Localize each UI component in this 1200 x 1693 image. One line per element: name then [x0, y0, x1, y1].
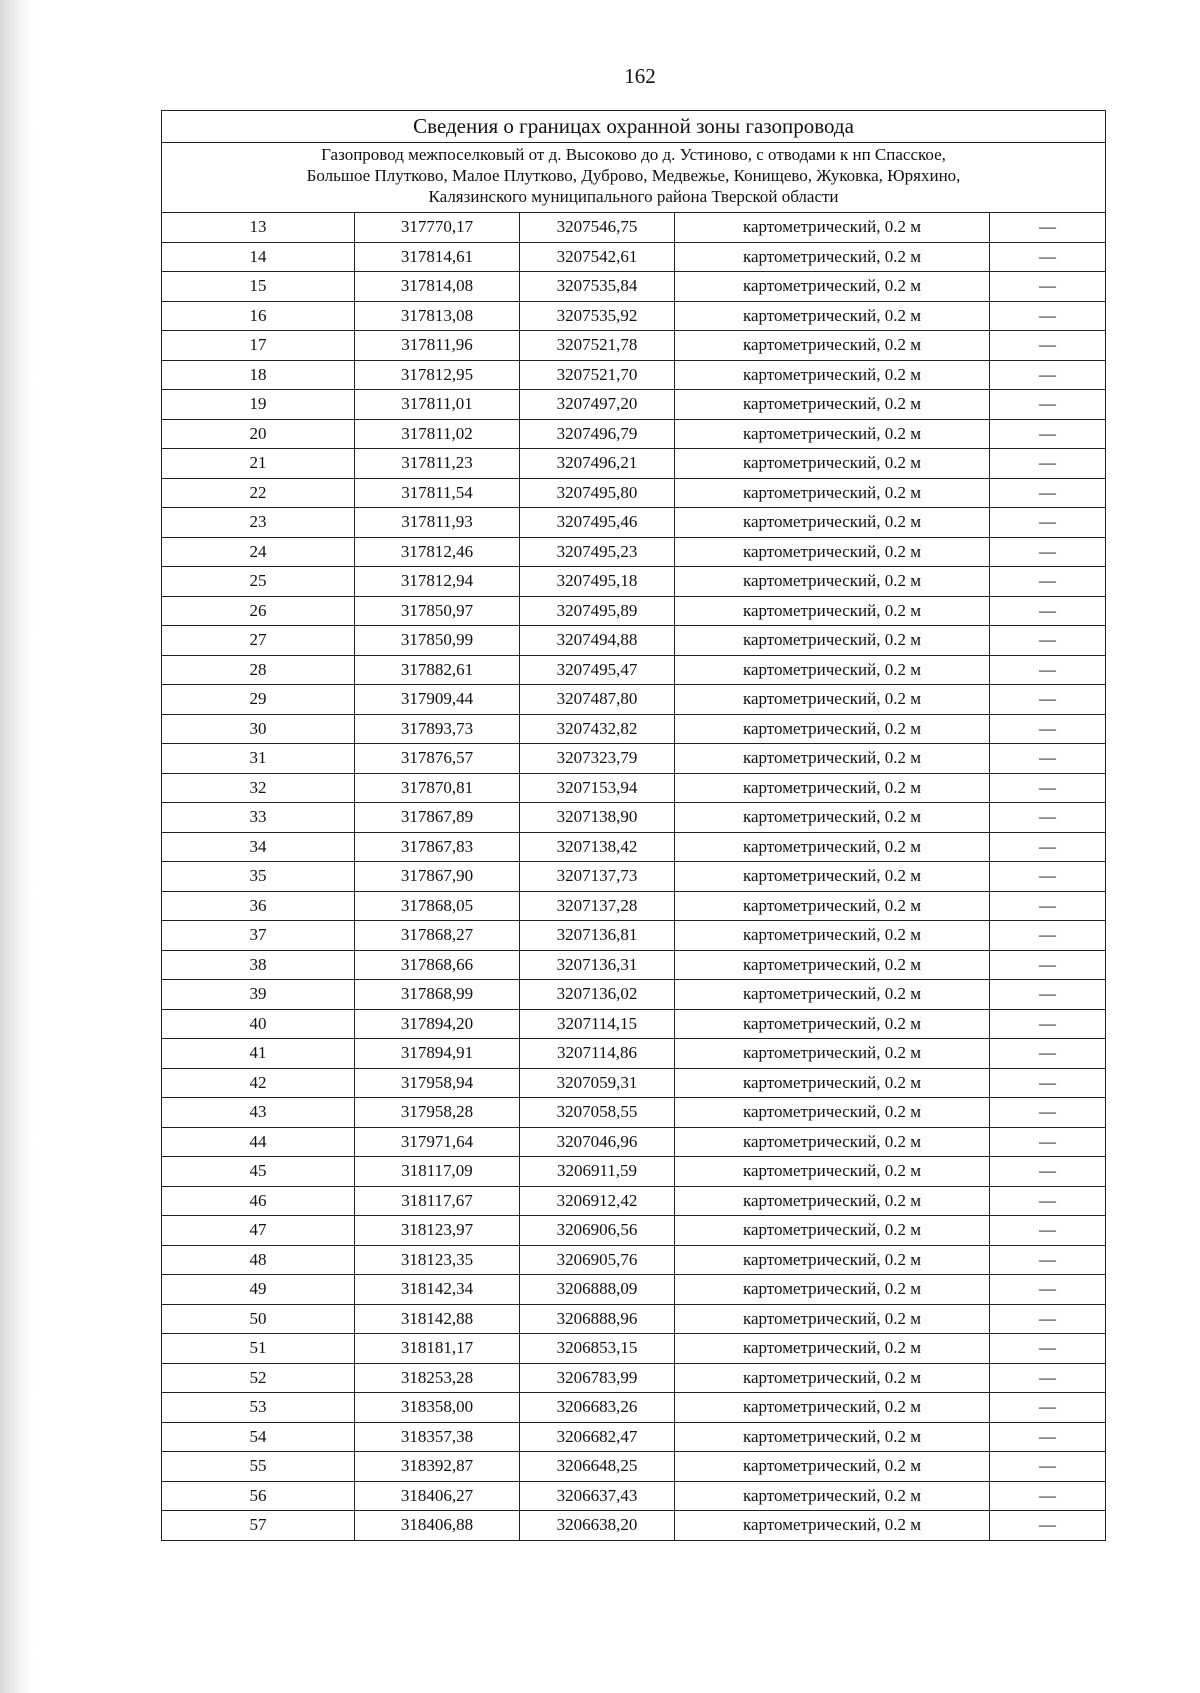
note-cell: — — [990, 242, 1106, 272]
method-accuracy: картометрический, 0.2 м — [675, 1334, 990, 1364]
coordinate-x: 317811,93 — [355, 508, 520, 538]
table-row — [162, 508, 1106, 538]
coordinate-x: 317813,08 — [355, 301, 520, 331]
method-accuracy: картометрический, 0.2 м — [675, 1009, 990, 1039]
coordinate-x: 317882,61 — [355, 655, 520, 685]
note-cell: — — [990, 213, 1106, 243]
method-accuracy: картометрический, 0.2 м — [675, 331, 990, 361]
point-number: 19 — [162, 390, 355, 420]
coordinate-x: 317868,05 — [355, 891, 520, 921]
method-accuracy: картометрический, 0.2 м — [675, 803, 990, 833]
table-row — [162, 478, 1106, 508]
table-row — [162, 1186, 1106, 1216]
point-number: 46 — [162, 1186, 355, 1216]
coordinate-y: 3207046,96 — [520, 1127, 675, 1157]
point-number: 27 — [162, 626, 355, 656]
note-cell: — — [990, 1009, 1106, 1039]
table-row — [162, 1334, 1106, 1364]
note-cell: — — [990, 596, 1106, 626]
table-row — [162, 1009, 1106, 1039]
coordinate-x: 317867,83 — [355, 832, 520, 862]
coordinate-y: 3206638,20 — [520, 1511, 675, 1541]
coordinate-x: 317894,20 — [355, 1009, 520, 1039]
note-cell: — — [990, 331, 1106, 361]
method-accuracy: картометрический, 0.2 м — [675, 537, 990, 567]
method-accuracy: картометрический, 0.2 м — [675, 478, 990, 508]
method-accuracy: картометрический, 0.2 м — [675, 596, 990, 626]
table-row — [162, 272, 1106, 302]
method-accuracy: картометрический, 0.2 м — [675, 1098, 990, 1128]
coordinate-y: 3206888,09 — [520, 1275, 675, 1305]
note-cell: — — [990, 921, 1106, 951]
method-accuracy: картометрический, 0.2 м — [675, 508, 990, 538]
method-accuracy: картометрический, 0.2 м — [675, 1157, 990, 1187]
coordinate-y: 3206911,59 — [520, 1157, 675, 1187]
coordinate-y: 3207495,47 — [520, 655, 675, 685]
table-body — [162, 213, 1106, 1541]
table-row — [162, 390, 1106, 420]
method-accuracy: картометрический, 0.2 м — [675, 1304, 990, 1334]
method-accuracy: картометрический, 0.2 м — [675, 213, 990, 243]
coordinate-x: 317893,73 — [355, 714, 520, 744]
method-accuracy: картометрический, 0.2 м — [675, 626, 990, 656]
point-number: 17 — [162, 331, 355, 361]
coordinate-x: 318392,87 — [355, 1452, 520, 1482]
coordinate-x: 317868,66 — [355, 950, 520, 980]
point-number: 50 — [162, 1304, 355, 1334]
coordinate-y: 3207495,23 — [520, 537, 675, 567]
point-number: 52 — [162, 1363, 355, 1393]
note-cell: — — [990, 360, 1106, 390]
method-accuracy: картометрический, 0.2 м — [675, 832, 990, 862]
method-accuracy: картометрический, 0.2 м — [675, 301, 990, 331]
point-number: 29 — [162, 685, 355, 715]
method-accuracy: картометрический, 0.2 м — [675, 360, 990, 390]
table-row — [162, 891, 1106, 921]
table-row — [162, 1157, 1106, 1187]
point-number: 51 — [162, 1334, 355, 1364]
note-cell: — — [990, 301, 1106, 331]
point-number: 57 — [162, 1511, 355, 1541]
table-row — [162, 921, 1106, 951]
table-row — [162, 714, 1106, 744]
coordinate-y: 3207137,73 — [520, 862, 675, 892]
coordinate-y: 3207542,61 — [520, 242, 675, 272]
note-cell: — — [990, 1275, 1106, 1305]
point-number: 42 — [162, 1068, 355, 1098]
note-cell: — — [990, 537, 1106, 567]
coordinate-y: 3206853,15 — [520, 1334, 675, 1364]
method-accuracy: картометрический, 0.2 м — [675, 1216, 990, 1246]
note-cell: — — [990, 1098, 1106, 1128]
page-number: 162 — [624, 64, 656, 88]
coordinate-x: 317868,27 — [355, 921, 520, 951]
coordinate-x: 318406,27 — [355, 1481, 520, 1511]
table-row — [162, 744, 1106, 774]
table-row — [162, 980, 1106, 1010]
method-accuracy: картометрический, 0.2 м — [675, 449, 990, 479]
note-cell: — — [990, 832, 1106, 862]
coordinate-x: 317814,61 — [355, 242, 520, 272]
subtitle-line: Калязинского муниципального района Тверской области — [428, 187, 839, 206]
table-row — [162, 773, 1106, 803]
method-accuracy: картометрический, 0.2 м — [675, 1186, 990, 1216]
note-cell: — — [990, 1393, 1106, 1423]
coordinate-x: 318253,28 — [355, 1363, 520, 1393]
table-row — [162, 1422, 1106, 1452]
point-number: 14 — [162, 242, 355, 272]
note-cell: — — [990, 1127, 1106, 1157]
coordinate-y: 3207136,31 — [520, 950, 675, 980]
coordinate-x: 317870,81 — [355, 773, 520, 803]
note-cell: — — [990, 1245, 1106, 1275]
coordinate-x: 317850,97 — [355, 596, 520, 626]
table-row — [162, 1452, 1106, 1482]
method-accuracy: картометрический, 0.2 м — [675, 567, 990, 597]
table-row — [162, 950, 1106, 980]
note-cell: — — [990, 626, 1106, 656]
coordinate-x: 317868,99 — [355, 980, 520, 1010]
coordinate-y: 3207497,20 — [520, 390, 675, 420]
point-number: 44 — [162, 1127, 355, 1157]
coordinate-y: 3207495,89 — [520, 596, 675, 626]
note-cell: — — [990, 1422, 1106, 1452]
coordinate-x: 318117,67 — [355, 1186, 520, 1216]
table-row — [162, 1275, 1106, 1305]
coordinate-y: 3206648,25 — [520, 1452, 675, 1482]
point-number: 34 — [162, 832, 355, 862]
coordinate-x: 317770,17 — [355, 213, 520, 243]
coordinate-y: 3206906,56 — [520, 1216, 675, 1246]
method-accuracy: картометрический, 0.2 м — [675, 921, 990, 951]
coordinate-y: 3207494,88 — [520, 626, 675, 656]
note-cell: — — [990, 685, 1106, 715]
coordinate-x: 318357,38 — [355, 1422, 520, 1452]
table-row — [162, 596, 1106, 626]
coordinate-x: 317811,02 — [355, 419, 520, 449]
point-number: 33 — [162, 803, 355, 833]
point-number: 25 — [162, 567, 355, 597]
coordinate-x: 317812,46 — [355, 537, 520, 567]
table-row — [162, 301, 1106, 331]
coordinate-y: 3207136,81 — [520, 921, 675, 951]
note-cell: — — [990, 478, 1106, 508]
table-row — [162, 1039, 1106, 1069]
point-number: 37 — [162, 921, 355, 951]
note-cell: — — [990, 390, 1106, 420]
scan-shadow — [0, 0, 34, 1693]
method-accuracy: картометрический, 0.2 м — [675, 1422, 990, 1452]
coordinate-x: 317814,08 — [355, 272, 520, 302]
table-row — [162, 242, 1106, 272]
table-row — [162, 537, 1106, 567]
coordinate-x: 317812,94 — [355, 567, 520, 597]
point-number: 28 — [162, 655, 355, 685]
point-number: 20 — [162, 419, 355, 449]
coordinate-y: 3207059,31 — [520, 1068, 675, 1098]
note-cell: — — [990, 1511, 1106, 1541]
point-number: 21 — [162, 449, 355, 479]
method-accuracy: картометрический, 0.2 м — [675, 1363, 990, 1393]
point-number: 40 — [162, 1009, 355, 1039]
table-row — [162, 360, 1106, 390]
point-number: 24 — [162, 537, 355, 567]
point-number: 55 — [162, 1452, 355, 1482]
table-row — [162, 1363, 1106, 1393]
coordinate-x: 318142,88 — [355, 1304, 520, 1334]
method-accuracy: картометрический, 0.2 м — [675, 1275, 990, 1305]
method-accuracy: картометрический, 0.2 м — [675, 1393, 990, 1423]
coordinate-y: 3207535,84 — [520, 272, 675, 302]
note-cell: — — [990, 655, 1106, 685]
point-number: 16 — [162, 301, 355, 331]
table-subtitle — [162, 143, 1106, 213]
table-row — [162, 331, 1106, 361]
method-accuracy: картометрический, 0.2 м — [675, 773, 990, 803]
point-number: 26 — [162, 596, 355, 626]
method-accuracy: картометрический, 0.2 м — [675, 1245, 990, 1275]
coordinate-x: 318358,00 — [355, 1393, 520, 1423]
coordinate-y: 3207153,94 — [520, 773, 675, 803]
table-row — [162, 1098, 1106, 1128]
point-number: 15 — [162, 272, 355, 302]
coordinate-y: 3207138,90 — [520, 803, 675, 833]
note-cell: — — [990, 950, 1106, 980]
coordinate-y: 3207138,42 — [520, 832, 675, 862]
coordinate-y: 3206637,43 — [520, 1481, 675, 1511]
note-cell: — — [990, 891, 1106, 921]
note-cell: — — [990, 1304, 1106, 1334]
note-cell: — — [990, 1452, 1106, 1482]
point-number: 48 — [162, 1245, 355, 1275]
table-row — [162, 626, 1106, 656]
coordinate-y: 3207495,80 — [520, 478, 675, 508]
coordinate-y: 3207496,21 — [520, 449, 675, 479]
table-row — [162, 213, 1106, 243]
table-title: Сведения о границах охранной зоны газопровода — [162, 111, 1106, 143]
method-accuracy: картометрический, 0.2 м — [675, 862, 990, 892]
coordinate-y: 3206912,42 — [520, 1186, 675, 1216]
note-cell: — — [990, 272, 1106, 302]
coordinate-x: 317811,96 — [355, 331, 520, 361]
subtitle-line: Большое Плутково, Малое Плутково, Дуброво, Медвежье, Конищево, Жуковка, Юряхино, — [306, 166, 961, 185]
point-number: 13 — [162, 213, 355, 243]
table-row — [162, 419, 1106, 449]
coordinate-y: 3207546,75 — [520, 213, 675, 243]
method-accuracy: картометрический, 0.2 м — [675, 685, 990, 715]
note-cell: — — [990, 1157, 1106, 1187]
coordinate-x: 318181,17 — [355, 1334, 520, 1364]
point-number: 22 — [162, 478, 355, 508]
coordinate-y: 3207495,18 — [520, 567, 675, 597]
point-number: 41 — [162, 1039, 355, 1069]
note-cell: — — [990, 567, 1106, 597]
coordinate-x: 317909,44 — [355, 685, 520, 715]
point-number: 18 — [162, 360, 355, 390]
table-row — [162, 1481, 1106, 1511]
coordinate-x: 318123,35 — [355, 1245, 520, 1275]
point-number: 49 — [162, 1275, 355, 1305]
coordinate-y: 3207137,28 — [520, 891, 675, 921]
coordinate-y: 3206783,99 — [520, 1363, 675, 1393]
coordinate-y: 3207521,70 — [520, 360, 675, 390]
note-cell: — — [990, 508, 1106, 538]
table-row — [162, 803, 1106, 833]
point-number: 38 — [162, 950, 355, 980]
point-number: 56 — [162, 1481, 355, 1511]
method-accuracy: картометрический, 0.2 м — [675, 980, 990, 1010]
coordinate-x: 318406,88 — [355, 1511, 520, 1541]
coordinate-x: 317876,57 — [355, 744, 520, 774]
table-row — [162, 1304, 1106, 1334]
coordinate-x: 317867,90 — [355, 862, 520, 892]
coordinate-x: 317867,89 — [355, 803, 520, 833]
method-accuracy: картометрический, 0.2 м — [675, 1481, 990, 1511]
coordinate-x: 318142,34 — [355, 1275, 520, 1305]
table-row — [162, 655, 1106, 685]
note-cell: — — [990, 1068, 1106, 1098]
coordinate-y: 3206888,96 — [520, 1304, 675, 1334]
coordinate-x: 317850,99 — [355, 626, 520, 656]
method-accuracy: картометрический, 0.2 м — [675, 1127, 990, 1157]
method-accuracy: картометрический, 0.2 м — [675, 1452, 990, 1482]
point-number: 36 — [162, 891, 355, 921]
table-row — [162, 1245, 1106, 1275]
coordinate-x: 317811,54 — [355, 478, 520, 508]
coordinate-x: 317958,28 — [355, 1098, 520, 1128]
coordinate-x: 317958,94 — [355, 1068, 520, 1098]
table-row — [162, 1127, 1106, 1157]
note-cell: — — [990, 1481, 1106, 1511]
method-accuracy: картометрический, 0.2 м — [675, 744, 990, 774]
note-cell: — — [990, 1334, 1106, 1364]
method-accuracy: картометрический, 0.2 м — [675, 390, 990, 420]
table-row — [162, 1068, 1106, 1098]
table-row — [162, 449, 1106, 479]
coordinate-x: 317812,95 — [355, 360, 520, 390]
coordinate-y: 3207487,80 — [520, 685, 675, 715]
coordinate-x: 317811,23 — [355, 449, 520, 479]
point-number: 45 — [162, 1157, 355, 1187]
coordinate-y: 3207323,79 — [520, 744, 675, 774]
subtitle-line: Газопровод межпоселковый от д. Высоково до д. Устиново, с отводами к нп Спасское, — [321, 145, 946, 164]
point-number: 53 — [162, 1393, 355, 1423]
method-accuracy: картометрический, 0.2 м — [675, 891, 990, 921]
coordinates-table — [161, 110, 1106, 1541]
coordinate-y: 3207495,46 — [520, 508, 675, 538]
point-number: 23 — [162, 508, 355, 538]
table-row — [162, 1393, 1106, 1423]
note-cell: — — [990, 419, 1106, 449]
coordinate-y: 3207058,55 — [520, 1098, 675, 1128]
coordinate-y: 3207136,02 — [520, 980, 675, 1010]
note-cell: — — [990, 862, 1106, 892]
point-number: 32 — [162, 773, 355, 803]
coordinate-y: 3207496,79 — [520, 419, 675, 449]
point-number: 43 — [162, 1098, 355, 1128]
coordinate-y: 3206905,76 — [520, 1245, 675, 1275]
table-row — [162, 862, 1106, 892]
coordinate-y: 3207535,92 — [520, 301, 675, 331]
note-cell: — — [990, 714, 1106, 744]
note-cell: — — [990, 773, 1106, 803]
coordinate-y: 3207432,82 — [520, 714, 675, 744]
method-accuracy: картометрический, 0.2 м — [675, 1039, 990, 1069]
table-row — [162, 1511, 1106, 1541]
note-cell: — — [990, 1039, 1106, 1069]
coordinate-y: 3207114,15 — [520, 1009, 675, 1039]
coordinate-y: 3207114,86 — [520, 1039, 675, 1069]
method-accuracy: картометрический, 0.2 м — [675, 419, 990, 449]
coordinate-y: 3206683,26 — [520, 1393, 675, 1423]
note-cell: — — [990, 803, 1106, 833]
point-number: 47 — [162, 1216, 355, 1246]
point-number: 54 — [162, 1422, 355, 1452]
note-cell: — — [990, 980, 1106, 1010]
point-number: 31 — [162, 744, 355, 774]
table-row — [162, 1216, 1106, 1246]
point-number: 39 — [162, 980, 355, 1010]
note-cell: — — [990, 1186, 1106, 1216]
point-number: 30 — [162, 714, 355, 744]
table-row — [162, 567, 1106, 597]
coordinate-y: 3206682,47 — [520, 1422, 675, 1452]
method-accuracy: картометрический, 0.2 м — [675, 1511, 990, 1541]
table-row — [162, 832, 1106, 862]
table-row — [162, 685, 1106, 715]
point-number: 35 — [162, 862, 355, 892]
coordinate-x: 317971,64 — [355, 1127, 520, 1157]
method-accuracy: картометрический, 0.2 м — [675, 242, 990, 272]
coordinate-x: 318117,09 — [355, 1157, 520, 1187]
note-cell: — — [990, 449, 1106, 479]
coordinate-y: 3207521,78 — [520, 331, 675, 361]
note-cell: — — [990, 1216, 1106, 1246]
method-accuracy: картометрический, 0.2 м — [675, 655, 990, 685]
coordinate-x: 318123,97 — [355, 1216, 520, 1246]
coordinate-x: 317811,01 — [355, 390, 520, 420]
note-cell: — — [990, 1363, 1106, 1393]
coordinate-x: 317894,91 — [355, 1039, 520, 1069]
note-cell: — — [990, 744, 1106, 774]
method-accuracy: картометрический, 0.2 м — [675, 714, 990, 744]
method-accuracy: картометрический, 0.2 м — [675, 1068, 990, 1098]
method-accuracy: картометрический, 0.2 м — [675, 272, 990, 302]
method-accuracy: картометрический, 0.2 м — [675, 950, 990, 980]
